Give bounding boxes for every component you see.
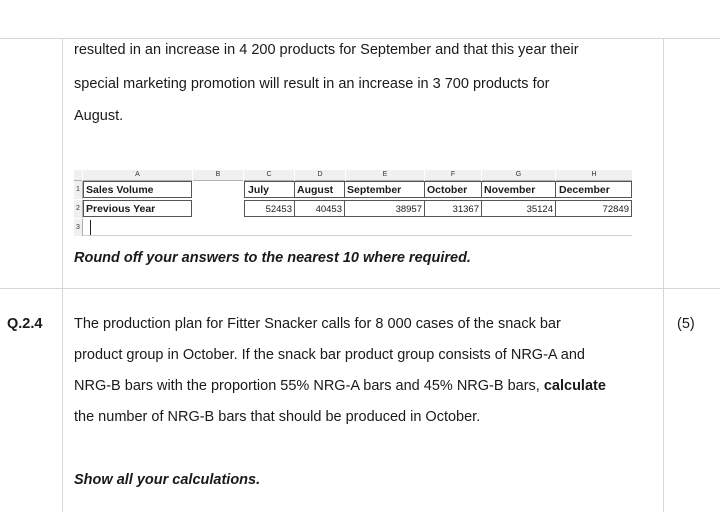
col-header-b: B <box>193 170 243 181</box>
intro-line-2: special marketing promotion will result in an increase in 3 700 products for <box>74 76 550 92</box>
cell-g2-value: 35124 <box>481 200 556 217</box>
cell-e2-value: 38957 <box>344 200 425 217</box>
cell-c2-value: 52453 <box>244 200 295 217</box>
col-header-h: H <box>556 170 632 181</box>
question-number: Q.2.4 <box>7 316 43 332</box>
cell-h2-value: 72849 <box>555 200 632 217</box>
question-line-3 <box>74 378 606 394</box>
cell-h1-month: December <box>555 181 632 198</box>
left-col-rule <box>62 38 63 512</box>
cell-g1-month: November <box>481 181 556 198</box>
calculate-emphasis: calculate <box>543 378 606 394</box>
col-header-d: D <box>295 170 345 181</box>
row-header-3: 3 <box>74 219 83 236</box>
intro-line-1: resulted in an increase in 4 200 products for September and that this year their <box>74 42 579 58</box>
right-col-rule <box>663 38 664 512</box>
cell-a2-previous-year: Previous Year <box>83 200 192 217</box>
question-line-4: the number of NRG-B bars that should be produced in October. <box>74 409 481 425</box>
show-calculations-note: Show all your calculations. <box>74 472 261 488</box>
cell-f2-value: 31367 <box>424 200 482 217</box>
cell-e1-month: September <box>344 181 425 198</box>
round-note: Round off your answers to the nearest 10 where required. <box>74 250 471 266</box>
question-line-3-text: NRG-B bars with the proportion 55% NRG-A bars and 45% NRG-B bars, <box>74 378 540 394</box>
spreadsheet <box>74 170 632 236</box>
col-header-f: F <box>425 170 481 181</box>
question-line-1: The production plan for Fitter Snacker calls for 8 000 cases of the snack bar <box>74 316 561 332</box>
corner-cell <box>74 170 82 181</box>
col-header-g: G <box>482 170 555 181</box>
cell-d1-month: August <box>294 181 345 198</box>
cell-d2-value: 40453 <box>294 200 345 217</box>
row-header-2: 2 <box>74 200 83 218</box>
top-rule <box>0 38 720 39</box>
cell-c1-month: July <box>244 181 295 198</box>
cell-a1-sales-volume: Sales Volume <box>83 181 192 198</box>
section-rule <box>0 288 720 289</box>
col-header-a: A <box>83 170 192 181</box>
question-line-2: product group in October. If the snack bar product group consists of NRG-A and <box>74 347 585 363</box>
question-marks: (5) <box>677 316 695 332</box>
col-header-e: E <box>346 170 424 181</box>
row3-cursor <box>90 220 91 235</box>
row3-bottom <box>83 235 632 236</box>
col-header-c: C <box>244 170 294 181</box>
row-header-1: 1 <box>74 181 83 199</box>
intro-line-3: August. <box>74 108 124 124</box>
cell-f1-month: October <box>424 181 482 198</box>
